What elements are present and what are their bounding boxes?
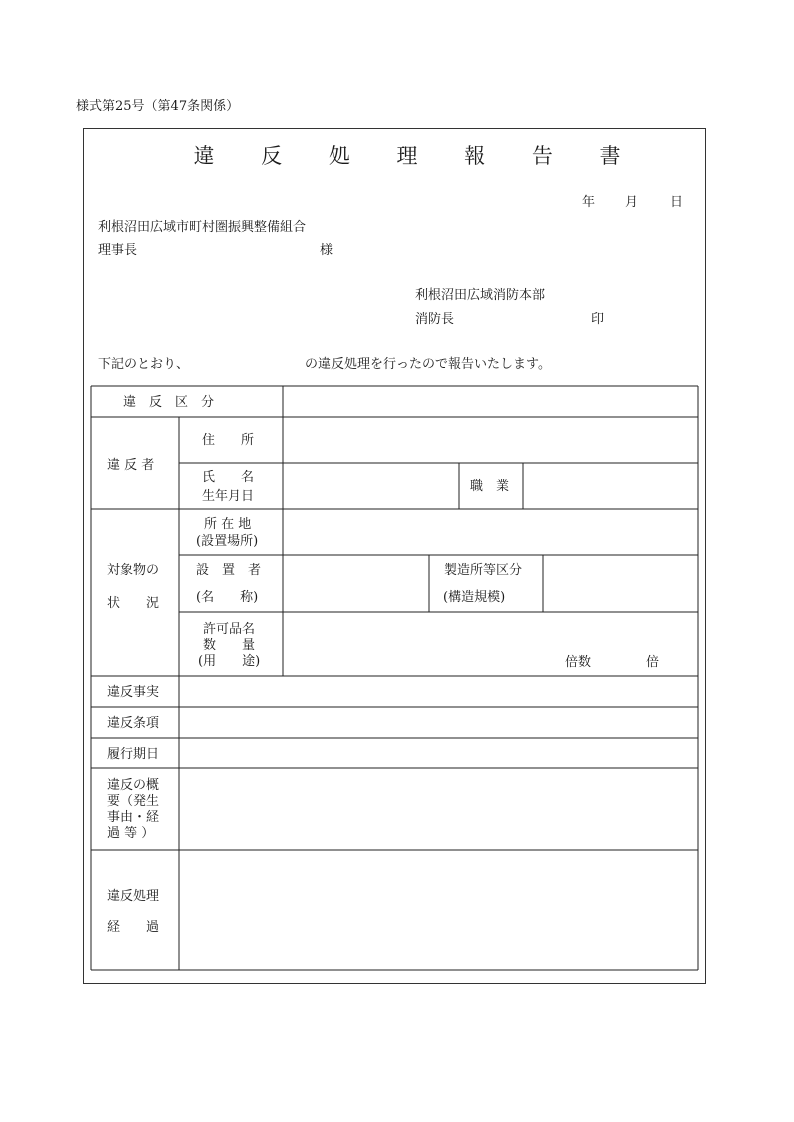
intro-text-suffix: の違反処理を行ったので報告いたします。 bbox=[305, 357, 551, 372]
addressee-organization: 利根沼田広域市町村圏振興整備組合 bbox=[98, 220, 307, 235]
sender-seal-mark: 印 bbox=[591, 312, 605, 327]
date-month-label: 月 bbox=[625, 195, 639, 210]
addressee-title: 理事長 bbox=[98, 243, 138, 258]
violation-category-label: 違 反 区 分 bbox=[123, 395, 215, 410]
violation-overview-label-line1: 違反の概 bbox=[107, 778, 160, 793]
form-number: 様式第25号（第47条関係） bbox=[76, 99, 240, 114]
permit-item-label: 許可品名 bbox=[203, 622, 256, 637]
multiplier-label: 倍数 bbox=[565, 655, 592, 670]
birthdate-label: 生年月日 bbox=[202, 489, 255, 504]
purpose-label: (用 途) bbox=[198, 654, 261, 669]
date-year-label: 年 bbox=[582, 195, 596, 210]
quantity-label: 数 量 bbox=[203, 638, 256, 653]
name-label: 氏 名 bbox=[202, 470, 255, 485]
date-day-label: 日 bbox=[670, 195, 684, 210]
compliance-deadline-label: 履行期日 bbox=[107, 747, 160, 762]
sender-organization: 利根沼田広域消防本部 bbox=[415, 288, 546, 303]
violation-overview-label-line3: 事由・経 bbox=[107, 810, 160, 825]
installer-label-line1: 設 置 者 bbox=[196, 563, 262, 578]
intro-text-prefix: 下記のとおり、 bbox=[98, 357, 190, 372]
violator-label: 違 反 者 bbox=[107, 458, 155, 473]
violation-articles-label: 違反条項 bbox=[107, 716, 160, 731]
violation-overview-label-line4: 過 等 ） bbox=[107, 826, 155, 841]
document-title: 違 反 処 理 報 告 書 bbox=[193, 144, 641, 168]
target-status-label-line2: 状 況 bbox=[107, 596, 160, 611]
addressee-honorific: 様 bbox=[320, 243, 334, 258]
violation-facts-label: 違反事実 bbox=[107, 685, 160, 700]
violation-overview-label-line2: 要（発生 bbox=[107, 794, 160, 809]
multiplier-unit: 倍 bbox=[646, 655, 660, 670]
facility-type-label-line2: (構造規模) bbox=[443, 590, 506, 605]
installer-label-line2: (名 称) bbox=[196, 590, 259, 605]
occupation-label: 職 業 bbox=[470, 479, 510, 494]
target-status-label-line1: 対象物の bbox=[107, 563, 160, 578]
location-label-line1: 所 在 地 bbox=[204, 517, 252, 532]
facility-type-label-line1: 製造所等区分 bbox=[444, 563, 523, 578]
sender-title: 消防長 bbox=[415, 312, 455, 327]
location-label-line2: (設置場所) bbox=[196, 534, 259, 549]
address-label: 住 所 bbox=[202, 433, 255, 448]
violation-process-label-line2: 経 過 bbox=[107, 920, 160, 935]
violation-process-label-line1: 違反処理 bbox=[107, 889, 160, 904]
